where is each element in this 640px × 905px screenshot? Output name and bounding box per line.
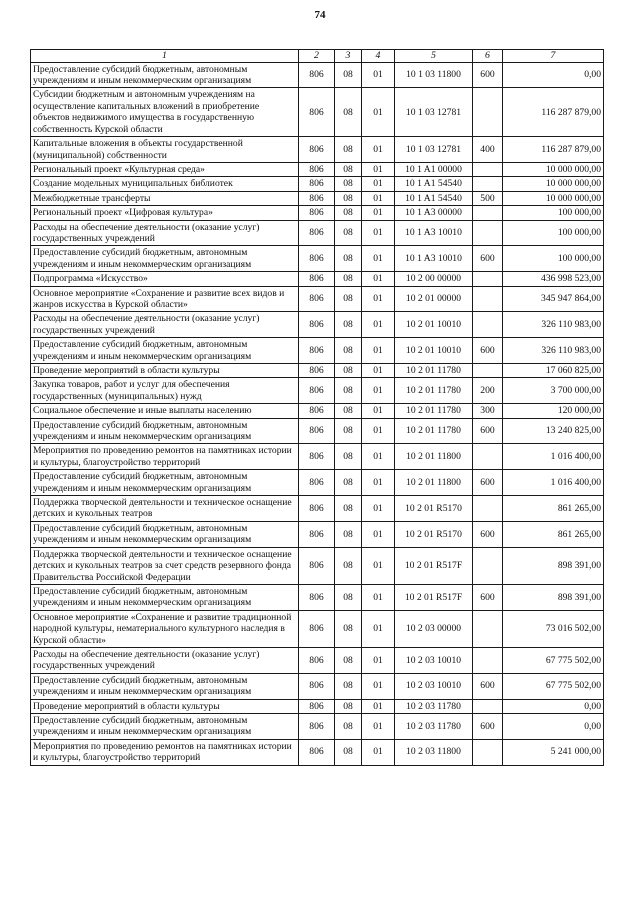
row-section-code: 08 (335, 62, 362, 88)
row-expense-type-code (473, 496, 503, 522)
row-name: Предоставление субсидий бюджетным, автономным учреждениям и иным некоммерческим организациям (31, 338, 299, 364)
row-ministry-code: 806 (299, 312, 335, 338)
table-row (31, 610, 604, 647)
table-row (31, 286, 604, 312)
table-row (31, 673, 604, 699)
header-col-7: 7 (503, 50, 604, 63)
row-amount: 1 016 400,00 (503, 470, 604, 496)
row-subsection-code: 01 (362, 220, 395, 246)
row-subsection-code: 01 (362, 272, 395, 286)
row-section-code: 08 (335, 338, 362, 364)
row-target-article-code: 10 2 01 11780 (395, 378, 473, 404)
row-section-code: 08 (335, 364, 362, 378)
row-amount: 100 000,00 (503, 246, 604, 272)
row-target-article-code: 10 1 A1 54540 (395, 191, 473, 205)
row-amount: 17 060 825,00 (503, 364, 604, 378)
row-name: Расходы на обеспечение деятельности (оказание услуг) государственных учреждений (31, 312, 299, 338)
row-section-code: 08 (335, 713, 362, 739)
row-expense-type-code (473, 162, 503, 176)
row-target-article-code: 10 1 03 12781 (395, 137, 473, 163)
row-target-article-code: 10 2 03 11780 (395, 699, 473, 713)
row-ministry-code: 806 (299, 177, 335, 191)
row-subsection-code: 01 (362, 547, 395, 584)
row-amount: 13 240 825,00 (503, 418, 604, 444)
row-ministry-code: 806 (299, 496, 335, 522)
row-amount: 116 287 879,00 (503, 88, 604, 137)
header-col-5: 5 (395, 50, 473, 63)
row-amount: 1 016 400,00 (503, 444, 604, 470)
row-name: Региональный проект «Цифровая культура» (31, 206, 299, 220)
budget-table (30, 49, 604, 766)
row-name: Предоставление субсидий бюджетным, автономным учреждениям и иным некоммерческим организациям (31, 418, 299, 444)
row-target-article-code: 10 2 03 10010 (395, 647, 473, 673)
row-target-article-code: 10 2 03 11800 (395, 739, 473, 765)
table-row (31, 547, 604, 584)
row-ministry-code: 806 (299, 584, 335, 610)
row-amount: 3 700 000,00 (503, 378, 604, 404)
row-ministry-code: 806 (299, 673, 335, 699)
row-target-article-code: 10 2 01 10010 (395, 312, 473, 338)
row-name: Расходы на обеспечение деятельности (оказание услуг) государственных учреждений (31, 647, 299, 673)
row-subsection-code: 01 (362, 610, 395, 647)
row-ministry-code: 806 (299, 444, 335, 470)
row-expense-type-code (473, 610, 503, 647)
table-row (31, 470, 604, 496)
row-expense-type-code: 200 (473, 378, 503, 404)
row-ministry-code: 806 (299, 418, 335, 444)
row-section-code: 08 (335, 739, 362, 765)
row-amount: 898 391,00 (503, 584, 604, 610)
row-section-code: 08 (335, 286, 362, 312)
row-section-code: 08 (335, 162, 362, 176)
row-target-article-code: 10 2 01 00000 (395, 286, 473, 312)
row-ministry-code: 806 (299, 713, 335, 739)
table-row (31, 378, 604, 404)
row-target-article-code: 10 1 A1 00000 (395, 162, 473, 176)
row-ministry-code: 806 (299, 286, 335, 312)
row-name: Предоставление субсидий бюджетным, автономным учреждениям и иным некоммерческим организациям (31, 246, 299, 272)
table-row (31, 312, 604, 338)
row-expense-type-code (473, 547, 503, 584)
row-expense-type-code (473, 312, 503, 338)
row-amount: 73 016 502,00 (503, 610, 604, 647)
row-name: Основное мероприятие «Сохранение и развитие всех видов и жанров искусства в Курской области» (31, 286, 299, 312)
row-name: Проведение мероприятий в области культуры (31, 699, 299, 713)
row-name: Поддержка творческой деятельности и техническое оснащение детских и кукольных театров за счет средств резервного фонда Правительства Российской Федерации (31, 547, 299, 584)
row-ministry-code: 806 (299, 272, 335, 286)
row-section-code: 08 (335, 699, 362, 713)
row-name: Проведение мероприятий в области культуры (31, 364, 299, 378)
row-expense-type-code: 600 (473, 62, 503, 88)
row-name: Субсидии бюджетным и автономным учреждениям на осуществление капитальных вложений в приобретение объектов недвижимого имущества в государственную собственность Курской области (31, 88, 299, 137)
row-target-article-code: 10 1 03 11800 (395, 62, 473, 88)
row-subsection-code: 01 (362, 404, 395, 418)
row-section-code: 08 (335, 547, 362, 584)
row-subsection-code: 01 (362, 62, 395, 88)
row-target-article-code: 10 2 01 R5170 (395, 521, 473, 547)
table-row (31, 246, 604, 272)
row-section-code: 08 (335, 444, 362, 470)
row-amount: 10 000 000,00 (503, 162, 604, 176)
row-subsection-code: 01 (362, 521, 395, 547)
row-section-code: 08 (335, 137, 362, 163)
page-number: 74 (314, 9, 326, 21)
row-amount: 0,00 (503, 699, 604, 713)
row-subsection-code: 01 (362, 496, 395, 522)
row-expense-type-code: 600 (473, 470, 503, 496)
row-target-article-code: 10 2 01 11780 (395, 364, 473, 378)
row-name: Создание модельных муниципальных библиотек (31, 177, 299, 191)
header-col-2: 2 (299, 50, 335, 63)
row-amount: 100 000,00 (503, 206, 604, 220)
row-subsection-code: 01 (362, 191, 395, 205)
column-number-header (31, 50, 604, 63)
table-row (31, 739, 604, 765)
row-section-code: 08 (335, 418, 362, 444)
table-row (31, 699, 604, 713)
row-target-article-code: 10 2 01 11800 (395, 470, 473, 496)
row-target-article-code: 10 1 A1 54540 (395, 177, 473, 191)
row-section-code: 08 (335, 220, 362, 246)
row-expense-type-code: 500 (473, 191, 503, 205)
row-section-code: 08 (335, 378, 362, 404)
row-subsection-code: 01 (362, 584, 395, 610)
header-col-1: 1 (31, 50, 299, 63)
table-row (31, 521, 604, 547)
row-section-code: 08 (335, 191, 362, 205)
row-target-article-code: 10 2 01 11800 (395, 444, 473, 470)
row-target-article-code: 10 1 A3 10010 (395, 220, 473, 246)
row-expense-type-code: 600 (473, 338, 503, 364)
row-subsection-code: 01 (362, 312, 395, 338)
row-amount: 326 110 983,00 (503, 312, 604, 338)
row-name: Расходы на обеспечение деятельности (оказание услуг) государственных учреждений (31, 220, 299, 246)
row-target-article-code: 10 2 01 11780 (395, 418, 473, 444)
row-section-code: 08 (335, 673, 362, 699)
row-section-code: 08 (335, 610, 362, 647)
row-expense-type-code (473, 177, 503, 191)
row-expense-type-code: 600 (473, 584, 503, 610)
row-ministry-code: 806 (299, 191, 335, 205)
table-row (31, 404, 604, 418)
row-section-code: 08 (335, 312, 362, 338)
row-subsection-code: 01 (362, 177, 395, 191)
row-name: Мероприятия по проведению ремонтов на памятниках истории и культуры, благоустройство территорий (31, 739, 299, 765)
row-name: Предоставление субсидий бюджетным, автономным учреждениям и иным некоммерческим организациям (31, 521, 299, 547)
table-row (31, 647, 604, 673)
row-amount: 326 110 983,00 (503, 338, 604, 364)
row-name: Межбюджетные трансферты (31, 191, 299, 205)
row-target-article-code: 10 2 01 11780 (395, 404, 473, 418)
table-row (31, 418, 604, 444)
row-expense-type-code (473, 739, 503, 765)
row-expense-type-code (473, 647, 503, 673)
row-expense-type-code (473, 220, 503, 246)
header-col-4: 4 (362, 50, 395, 63)
row-subsection-code: 01 (362, 364, 395, 378)
row-ministry-code: 806 (299, 88, 335, 137)
row-target-article-code: 10 2 01 R517F (395, 547, 473, 584)
row-section-code: 08 (335, 470, 362, 496)
row-amount: 5 241 000,00 (503, 739, 604, 765)
row-subsection-code: 01 (362, 647, 395, 673)
row-ministry-code: 806 (299, 739, 335, 765)
row-subsection-code: 01 (362, 137, 395, 163)
row-subsection-code: 01 (362, 470, 395, 496)
row-amount: 436 998 523,00 (503, 272, 604, 286)
row-name: Капитальные вложения в объекты государственной (муниципальной) собственности (31, 137, 299, 163)
row-ministry-code: 806 (299, 162, 335, 176)
row-subsection-code: 01 (362, 444, 395, 470)
row-subsection-code: 01 (362, 699, 395, 713)
row-name: Предоставление субсидий бюджетным, автономным учреждениям и иным некоммерческим организациям (31, 584, 299, 610)
row-target-article-code: 10 2 03 00000 (395, 610, 473, 647)
row-amount: 67 775 502,00 (503, 647, 604, 673)
table-row (31, 206, 604, 220)
row-target-article-code: 10 2 03 10010 (395, 673, 473, 699)
row-ministry-code: 806 (299, 338, 335, 364)
table-row (31, 137, 604, 163)
row-ministry-code: 806 (299, 647, 335, 673)
row-section-code: 08 (335, 272, 362, 286)
row-amount: 861 265,00 (503, 521, 604, 547)
row-target-article-code: 10 2 01 R5170 (395, 496, 473, 522)
table-body (31, 62, 604, 765)
table-row (31, 272, 604, 286)
table-row (31, 88, 604, 137)
row-target-article-code: 10 2 01 R517F (395, 584, 473, 610)
row-amount: 898 391,00 (503, 547, 604, 584)
row-subsection-code: 01 (362, 673, 395, 699)
row-expense-type-code (473, 444, 503, 470)
row-expense-type-code (473, 272, 503, 286)
header-col-3: 3 (335, 50, 362, 63)
row-target-article-code: 10 2 03 11780 (395, 713, 473, 739)
row-amount: 10 000 000,00 (503, 191, 604, 205)
table-row (31, 191, 604, 205)
row-section-code: 08 (335, 88, 362, 137)
table-row (31, 713, 604, 739)
row-name: Предоставление субсидий бюджетным, автономным учреждениям и иным некоммерческим организациям (31, 673, 299, 699)
row-subsection-code: 01 (362, 338, 395, 364)
table-row (31, 62, 604, 88)
row-amount: 0,00 (503, 62, 604, 88)
row-subsection-code: 01 (362, 88, 395, 137)
row-name: Мероприятия по проведению ремонтов на памятниках истории и культуры, благоустройство территорий (31, 444, 299, 470)
row-ministry-code: 806 (299, 246, 335, 272)
header-col-6: 6 (473, 50, 503, 63)
row-target-article-code: 10 2 01 10010 (395, 338, 473, 364)
row-amount: 116 287 879,00 (503, 137, 604, 163)
row-section-code: 08 (335, 584, 362, 610)
row-ministry-code: 806 (299, 206, 335, 220)
row-ministry-code: 806 (299, 364, 335, 378)
row-name: Региональный проект «Культурная среда» (31, 162, 299, 176)
row-ministry-code: 806 (299, 378, 335, 404)
row-target-article-code: 10 1 A3 10010 (395, 246, 473, 272)
row-subsection-code: 01 (362, 418, 395, 444)
row-expense-type-code: 600 (473, 521, 503, 547)
table-row (31, 338, 604, 364)
row-ministry-code: 806 (299, 547, 335, 584)
row-expense-type-code: 600 (473, 418, 503, 444)
table-row (31, 444, 604, 470)
row-subsection-code: 01 (362, 246, 395, 272)
row-amount: 120 000,00 (503, 404, 604, 418)
row-ministry-code: 806 (299, 404, 335, 418)
row-section-code: 08 (335, 246, 362, 272)
row-expense-type-code: 600 (473, 713, 503, 739)
row-name: Закупка товаров, работ и услуг для обеспечения государственных (муниципальных) нужд (31, 378, 299, 404)
row-expense-type-code (473, 88, 503, 137)
row-ministry-code: 806 (299, 62, 335, 88)
row-expense-type-code (473, 364, 503, 378)
row-subsection-code: 01 (362, 206, 395, 220)
row-section-code: 08 (335, 496, 362, 522)
row-amount: 345 947 864,00 (503, 286, 604, 312)
row-subsection-code: 01 (362, 378, 395, 404)
row-amount: 10 000 000,00 (503, 177, 604, 191)
row-ministry-code: 806 (299, 610, 335, 647)
table-row (31, 364, 604, 378)
row-ministry-code: 806 (299, 137, 335, 163)
table-row (31, 162, 604, 176)
row-name: Подпрограмма «Искусство» (31, 272, 299, 286)
row-amount: 67 775 502,00 (503, 673, 604, 699)
row-expense-type-code (473, 206, 503, 220)
row-name: Социальное обеспечение и иные выплаты населению (31, 404, 299, 418)
row-ministry-code: 806 (299, 470, 335, 496)
row-subsection-code: 01 (362, 286, 395, 312)
row-section-code: 08 (335, 521, 362, 547)
table-row (31, 496, 604, 522)
row-expense-type-code: 600 (473, 246, 503, 272)
row-amount: 100 000,00 (503, 220, 604, 246)
table-row (31, 584, 604, 610)
row-name: Поддержка творческой деятельности и техническое оснащение детских и кукольных театров (31, 496, 299, 522)
row-ministry-code: 806 (299, 220, 335, 246)
row-target-article-code: 10 2 00 00000 (395, 272, 473, 286)
row-expense-type-code: 300 (473, 404, 503, 418)
row-name: Основное мероприятие «Сохранение и развитие традиционной народной культуры, нематериального культурного наследия в Курской области» (31, 610, 299, 647)
table-row (31, 177, 604, 191)
row-name: Предоставление субсидий бюджетным, автономным учреждениям и иным некоммерческим организациям (31, 62, 299, 88)
row-section-code: 08 (335, 404, 362, 418)
row-amount: 0,00 (503, 713, 604, 739)
row-expense-type-code (473, 699, 503, 713)
row-name: Предоставление субсидий бюджетным, автономным учреждениям и иным некоммерческим организациям (31, 470, 299, 496)
row-subsection-code: 01 (362, 739, 395, 765)
row-ministry-code: 806 (299, 699, 335, 713)
row-name: Предоставление субсидий бюджетным, автономным учреждениям и иным некоммерческим организациям (31, 713, 299, 739)
table-row (31, 220, 604, 246)
row-expense-type-code (473, 286, 503, 312)
row-subsection-code: 01 (362, 162, 395, 176)
row-section-code: 08 (335, 177, 362, 191)
row-section-code: 08 (335, 206, 362, 220)
row-target-article-code: 10 1 A3 00000 (395, 206, 473, 220)
row-section-code: 08 (335, 647, 362, 673)
row-expense-type-code: 400 (473, 137, 503, 163)
row-expense-type-code: 600 (473, 673, 503, 699)
row-target-article-code: 10 1 03 12781 (395, 88, 473, 137)
row-amount: 861 265,00 (503, 496, 604, 522)
row-ministry-code: 806 (299, 521, 335, 547)
row-subsection-code: 01 (362, 713, 395, 739)
